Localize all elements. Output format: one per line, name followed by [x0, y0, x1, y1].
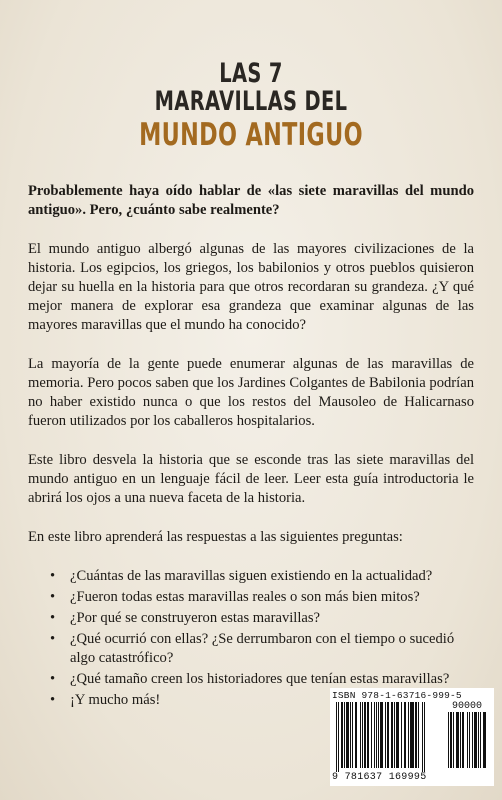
isbn-text: ISBN 978-1-63716-999-5: [332, 690, 462, 701]
isbn-barcode: [330, 688, 494, 786]
paragraph-3: Este libro desvela la historia que se esconde tras las siete maravillas del mundo antiguo en un lenguaje fácil de leer. Leer esta guía introductoria le abrirá los ojos a una nueva faceta de la historia.: [28, 452, 474, 506]
list-item-text: ¡Y mucho más!: [70, 692, 161, 708]
list-item-text: ¿Qué ocurrió con ellas? ¿Se derrumbaron con el tiempo o sucedió algo catastrófico?: [70, 631, 455, 666]
list-item-text: ¿Por qué se construyeron estas maravillas?: [70, 610, 321, 626]
bullet-icon: •: [50, 589, 56, 605]
paragraph-4: En este libro aprenderá las respuestas a las siguientes preguntas:: [28, 529, 403, 545]
bullet-icon: •: [50, 631, 56, 647]
title-line-3: MUNDO ANTIGUO: [139, 116, 363, 153]
bullet-icon: •: [50, 610, 56, 626]
lead-paragraph: Probablemente haya oído hablar de «las siete maravillas del mundo antiguo». Pero, ¿cuánto sabe realmente?: [28, 183, 474, 218]
paragraph-1: El mundo antiguo albergó algunas de las mayores civilizaciones de la historia. Los egipcios, los griegos, los babilonios y otros pueblos quisieron dejar su huella en la historia para que otros recordaran su grandeza. ¿Y qué mejor manera de explorar esa grandeza que examinar algunas de las mayores maravillas que el mundo ha conocido?: [28, 241, 474, 333]
blurb: [28, 182, 474, 712]
ean-number: 9 781637 169995: [332, 772, 427, 783]
title-line-2: MARAVILLAS DEL: [154, 86, 348, 118]
list-item-text: ¿Fueron todas estas maravillas reales o son más bien mitos?: [70, 589, 420, 605]
addon-barcode-bars: [448, 712, 488, 770]
list-item: [50, 567, 474, 586]
list-item-text: ¿Cuántas de las maravillas siguen existiendo en la actualidad?: [70, 568, 433, 584]
book-title: [70, 60, 431, 151]
paragraph-2: La mayoría de la gente puede enumerar algunas de las maravillas de memoria. Pero pocos saben que los Jardines Colgantes de Babilonia podrían no haber existido nunca o que los restos del Mausoleo de Halicarnaso fueron utilizados por los caballeros hospitalarios.: [28, 356, 474, 429]
list-item: [50, 670, 474, 689]
title-line-1: LAS 7: [219, 58, 283, 89]
bullet-icon: •: [50, 568, 56, 584]
barcode-bars: [336, 702, 440, 772]
list-item-text: ¿Qué tamaño creen los historiadores que tenían estas maravillas?: [70, 671, 450, 687]
bullet-icon: •: [50, 692, 56, 708]
list-item: [50, 609, 474, 628]
addon-number: 90000: [451, 701, 482, 712]
list-item: [50, 588, 474, 607]
bullet-icon: •: [50, 671, 56, 687]
list-item: [50, 630, 474, 668]
